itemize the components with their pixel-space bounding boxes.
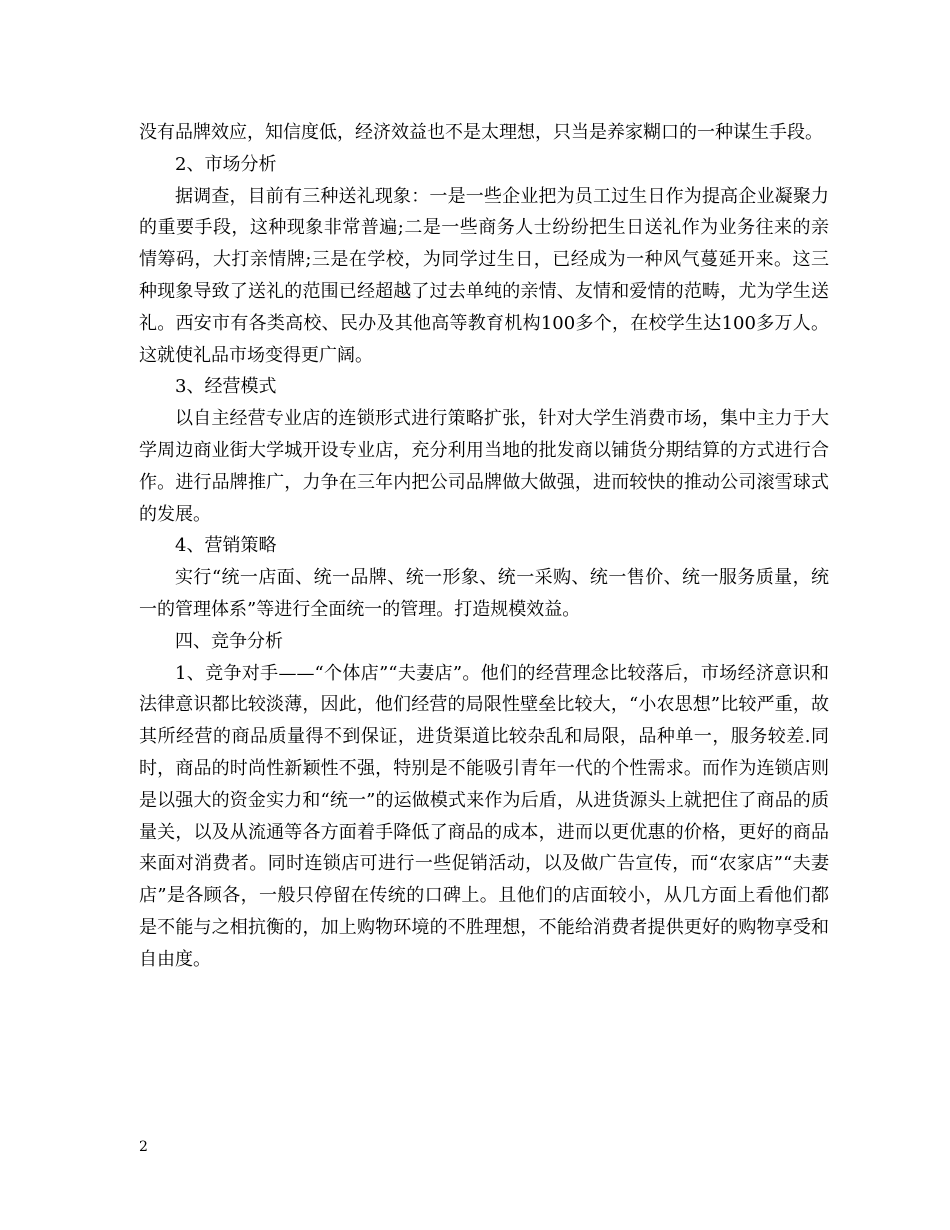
paragraph-continuation: 没有品牌效应，知信度低，经济效益也不是太理想，只当是养家糊口的一种谋生手段。 — [139, 122, 823, 143]
section-heading-competition-analysis: 四、竞争分析 — [175, 630, 283, 652]
page-number: 2 — [139, 1139, 148, 1155]
section-heading-business-model: 3、经营模式 — [175, 376, 277, 398]
paragraph-marketing-strategy: 实行“统一店面、统一品牌、统一形象、统一采购、统一售价、统一服务质量，统一的管理体系”等进行全面统一的管理。打造规模效益。 — [139, 567, 829, 620]
paragraph-market-analysis: 据调查，目前有三种送礼现象：一是一些企业把为员工过生日作为提高企业凝聚力的重要手段，这种现象非常普遍;二是一些商务人士纷纷把生日送礼作为业务往来的亲情筹码，大打亲情牌;三是在学校，为同学过生日，已经成为一种风气蔓延开来。这三种现象导致了送礼的范围已经超越了过去单纯的亲情、友情和爱情的范畴，尤为学生送礼。西安市有各类高校、民办及其他高等教育机构100多个，在校学生达100多万人。这就使礼品市场变得更广阔。 — [139, 185, 829, 366]
section-heading-market-analysis: 2、市场分析 — [175, 153, 277, 175]
section-heading-marketing-strategy: 4、营销策略 — [175, 535, 277, 557]
paragraph-competition-analysis: 1、竞争对手——“个体店”“夫妻店”。他们的经营理念比较落后，市场经济意识和法律意识都比较淡薄，因此，他们经营的局限性壁垒比较大，“小农思想”比较严重，故其所经营的商品质量得不到保证，进货渠道比较杂乱和局限，品种单一，服务较差.同时，商品的时尚性新颖性不强，特别是不能吸引青年一代的个性需求。而作为连锁店则是以强大的资金实力和“统一”的运做模式来作为后盾，从进货源头上就把住了商品的质量关，以及从流通等各方面着手降低了商品的成本，进而以更优惠的价格，更好的商品来面对消费者。同时连锁店可进行一些促销活动，以及做广告宣传，而“农家店”“夫妻店”是各顾各，一般只停留在传统的口碑上。且他们的店面较小，从几方面上看他们都是不能与之相抗衡的，加上购物环境的不胜理想，不能给消费者提供更好的购物享受和自由度。 — [139, 662, 829, 970]
paragraph-business-model: 以自主经营专业店的连锁形式进行策略扩张，针对大学生消费市场，集中主力于大学周边商业街大学城开设专业店，充分利用当地的批发商以铺货分期结算的方式进行合作。进行品牌推广，力争在三年内把公司品牌做大做强，进而较快的推动公司滚雪球式的发展。 — [139, 408, 829, 525]
document-body — [139, 117, 829, 976]
